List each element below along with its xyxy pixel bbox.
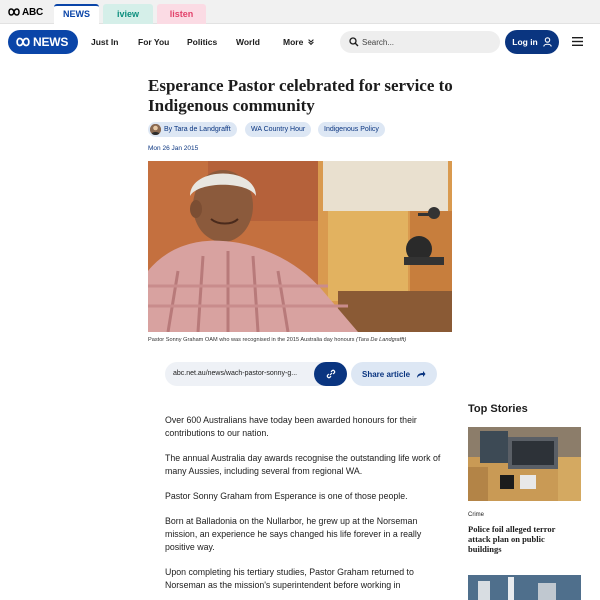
paragraph: The annual Australia day awards recognise the outstanding life work of many Aussies, including several from regional WA.	[165, 453, 441, 476]
caption-text: Pastor Sonny Graham OAM who was recognised in the 2015 Australia day honours	[148, 337, 355, 343]
hamburger-menu-icon[interactable]	[572, 37, 583, 46]
abc-lissajous-icon	[16, 36, 30, 48]
abc-news-logo[interactable]	[8, 30, 78, 54]
nav-for-you[interactable]: For You	[138, 37, 170, 47]
nav-more-label: More	[283, 37, 304, 47]
top-stories-heading: Top Stories	[468, 403, 528, 415]
share-article-label: Share article	[361, 369, 411, 379]
abc-brand-text: ABC	[22, 6, 44, 18]
nav-more[interactable]	[283, 37, 315, 47]
network-bar	[0, 0, 600, 24]
caption-credit: (Tara De Landgrafft)	[356, 337, 407, 343]
main-header	[0, 24, 600, 60]
network-tab-news[interactable]: NEWS	[54, 4, 99, 24]
article-body	[165, 414, 445, 600]
search-icon	[349, 37, 359, 47]
author-chip[interactable]	[148, 122, 237, 137]
link-icon	[326, 369, 336, 379]
share-arrow-icon	[416, 370, 426, 379]
login-label: Log in	[512, 37, 538, 47]
copy-link-button[interactable]	[314, 362, 347, 386]
double-chevron-down-icon	[307, 38, 315, 46]
article-headline: Esperance Pastor celebrated for service to Indigenous community	[148, 76, 453, 115]
nav-world[interactable]: World	[236, 37, 260, 47]
publish-date: Mon 26 Jan 2015	[148, 145, 199, 152]
paragraph: Over 600 Australians have today been awarded honours for their contributions to our nation.	[165, 415, 417, 438]
top-story-image[interactable]	[468, 427, 581, 501]
login-button[interactable]	[505, 30, 559, 54]
top-story-illustration	[468, 427, 581, 501]
network-tab-listen[interactable]: listen	[157, 4, 206, 24]
news-logo-text: NEWS	[33, 35, 69, 49]
author-name: By Tara de Landgrafft	[164, 126, 231, 133]
search-input[interactable]	[362, 34, 492, 50]
abc-lissajous-icon	[8, 7, 20, 17]
share-article-button[interactable]	[351, 362, 437, 386]
article-photo	[148, 161, 452, 332]
top-story-headline[interactable]: Police foil alleged terror attack plan on public buildings	[468, 524, 556, 554]
top-story-image[interactable]	[468, 575, 581, 600]
paragraph: Pastor Sonny Graham from Esperance is one of those people.	[165, 491, 408, 501]
search-box[interactable]	[340, 31, 500, 53]
author-avatar	[150, 124, 161, 135]
tag-wa-country-hour[interactable]: WA Country Hour	[245, 122, 311, 137]
paragraph: Born at Balladonia on the Nullarbor, he grew up at the Norseman mission, an experience he says changed his life forever in a really positive way.	[165, 516, 422, 552]
photo-illustration	[148, 161, 452, 332]
abc-network-logo[interactable]	[8, 6, 43, 18]
nav-just-in[interactable]: Just In	[91, 37, 119, 47]
image-caption	[148, 337, 452, 343]
nav-politics[interactable]: Politics	[187, 37, 218, 47]
user-icon	[543, 37, 552, 47]
top-story-illustration	[468, 575, 581, 600]
share-url-field[interactable]: abc.net.au/news/wach-pastor-sonny-g...	[165, 362, 347, 386]
paragraph: Upon completing his tertiary studies, Pastor Graham returned to Norseman as the mission's superintendent before working in	[165, 567, 414, 590]
tag-indigenous-policy[interactable]: Indigenous Policy	[318, 122, 385, 137]
network-tab-iview[interactable]: iview	[103, 4, 153, 24]
top-story-category: Crime	[468, 512, 484, 518]
